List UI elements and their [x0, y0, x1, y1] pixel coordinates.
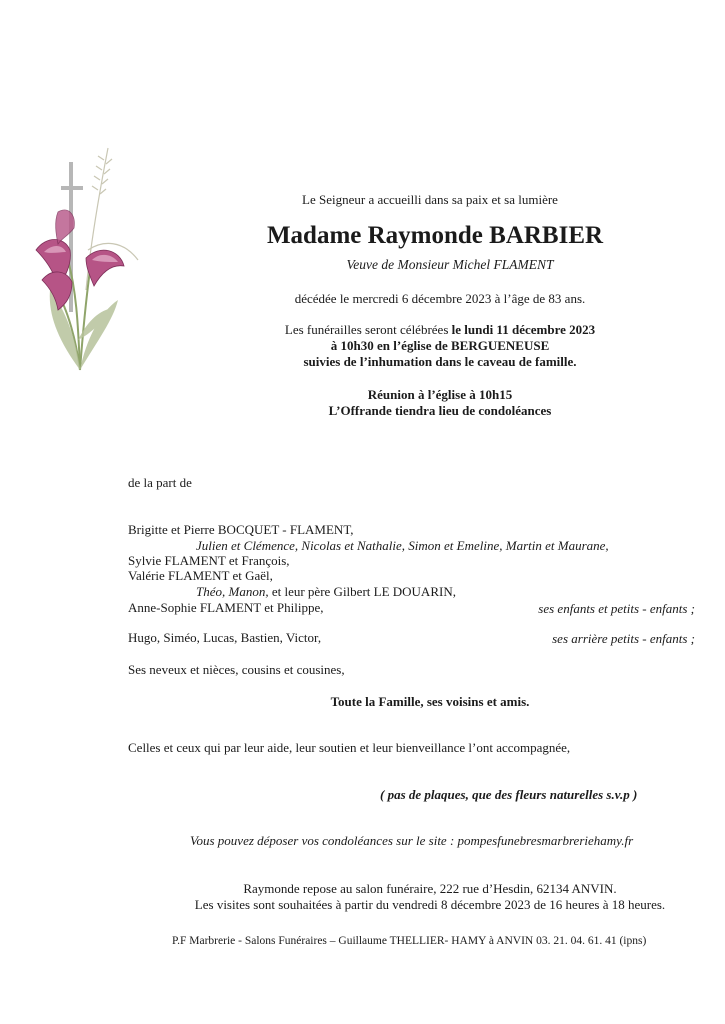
deceased-name: Madame Raymonde BARBIER: [266, 222, 604, 249]
condolences-note: Vous pouvez déposer vos condoléances sur le site : pompesfunebresmarbreriehamy.fr: [190, 833, 634, 848]
family-line-2: Julien et Clémence, Nicolas et Nathalie, Simon et Emeline, Martin et Maurane,: [196, 538, 609, 553]
family-line-7: Hugo, Siméo, Lucas, Bastien, Victor,: [128, 630, 322, 645]
meeting-time: Réunion à l’église à 10h15: [367, 387, 513, 402]
family-intro: de la part de: [128, 475, 192, 490]
family-line-9: Toute la Famille, ses voisins et amis.: [330, 694, 530, 709]
funeral-line-2: à 10h30 en l’église de BERGUENEUSE: [330, 338, 550, 353]
widow-line: Veuve de Monsieur Michel FLAMENT: [346, 257, 554, 272]
flowers-note: ( pas de plaques, que des fleurs naturelles s.v.p ): [380, 787, 638, 802]
family-line-4: Valérie FLAMENT et Gaël,: [128, 568, 273, 583]
death-date: décédée le mercredi 6 décembre 2023 à l’âge de 83 ans.: [294, 291, 586, 306]
funeral-line-1-plain: Les funérailles seront célébrées: [284, 322, 452, 337]
family-line-5-children: Théo, Manon,: [196, 584, 269, 599]
children-note: ses enfants et petits - enfants ;: [538, 601, 695, 616]
family-line-5: [196, 584, 456, 600]
intro-verse: Le Seigneur a accueilli dans sa paix et sa lumière: [302, 192, 558, 207]
footer-company: P.F Marbrerie - Salons Funéraires – Guillaume THELLIER- HAMY à ANVIN 03. 21. 04. 61. 41 (ipns): [172, 935, 647, 947]
family-line-6: Anne-Sophie FLAMENT et Philippe,: [128, 600, 324, 615]
visit-line-2: Les visites sont souhaitées à partir du vendredi 8 décembre 2023 de 16 heures à 18 heures.: [194, 897, 666, 912]
funeral-date: le lundi 11 décembre 2023: [451, 322, 596, 337]
family-line-1: Brigitte et Pierre BOCQUET - FLAMENT,: [128, 522, 354, 537]
family-line-3: Sylvie FLAMENT et François,: [128, 553, 290, 568]
funeral-line-1: [220, 322, 660, 338]
funeral-line-3: suivies de l’inhumation dans le caveau de famille.: [303, 354, 577, 369]
visit-line-1: Raymonde repose au salon funéraire, 222 rue d’Hesdin, 62134 ANVIN.: [243, 881, 617, 896]
thanks-line: Celles et ceux qui par leur aide, leur soutien et leur bienveillance l’ont accompagnée,: [128, 740, 571, 755]
family-line-5-father: et leur père Gilbert LE DOUARIN,: [268, 584, 456, 599]
offering-note: L’Offrande tiendra lieu de condoléances: [328, 403, 552, 418]
family-line-8: Ses neveux et nièces, cousins et cousines,: [128, 662, 345, 677]
great-grandchildren-note: ses arrière petits - enfants ;: [552, 631, 695, 646]
cross-lily-illustration: [28, 140, 140, 375]
